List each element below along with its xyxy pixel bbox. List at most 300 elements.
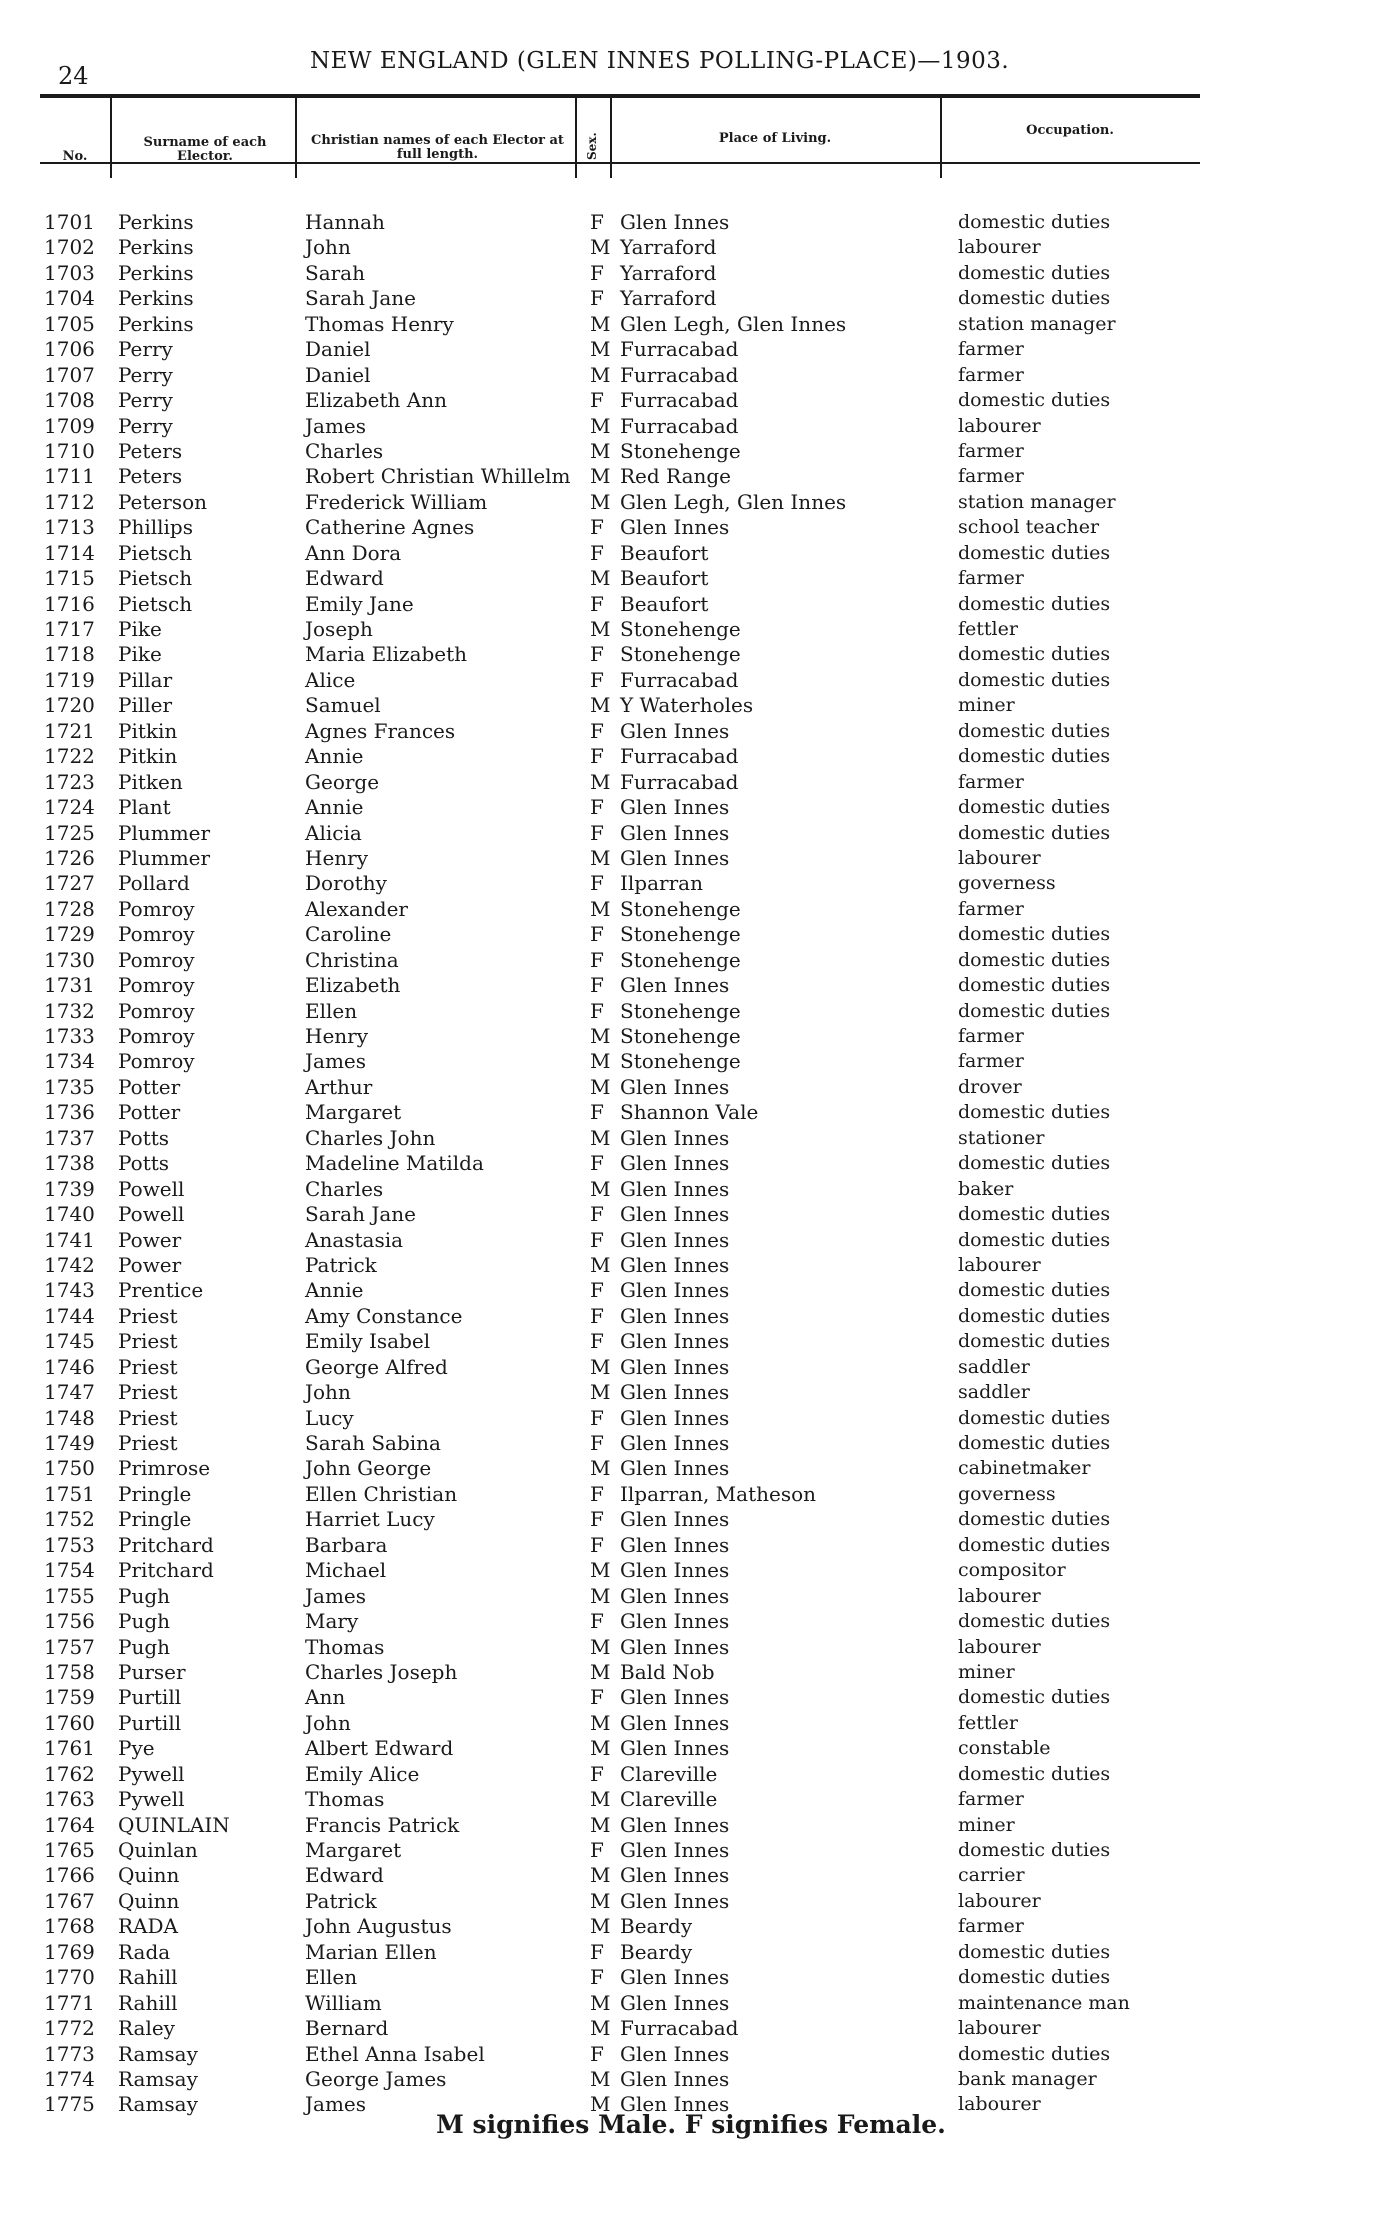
elector-occupation: compositor: [958, 1559, 1066, 1582]
elector-number: 1734: [44, 1049, 95, 1074]
elector-place: Beardy: [620, 1939, 693, 1964]
table-row: [0, 1711, 1382, 1736]
elector-occupation: domestic duties: [958, 541, 1111, 564]
elector-christian-names: Ann Dora: [305, 540, 402, 565]
table-row: [0, 821, 1382, 846]
elector-number: 1727: [44, 871, 95, 896]
elector-occupation: domestic duties: [958, 1610, 1111, 1633]
elector-place: Glen Innes: [620, 845, 730, 870]
elector-occupation: domestic duties: [958, 1279, 1111, 1302]
elector-number: 1719: [44, 667, 95, 692]
elector-sex: F: [590, 642, 604, 667]
elector-surname: Powell: [118, 1202, 185, 1227]
elector-surname: Pietsch: [118, 591, 193, 616]
elector-occupation: domestic duties: [958, 1940, 1111, 1963]
elector-place: Glen Innes: [620, 1176, 730, 1201]
table-row: [0, 897, 1382, 922]
elector-surname: Quinlan: [118, 1838, 198, 1862]
elector-surname: Pomroy: [118, 922, 195, 947]
table-row: [0, 1024, 1382, 1049]
elector-place: Glen Legh, Glen Innes: [620, 311, 847, 336]
elector-sex: F: [590, 718, 604, 743]
elector-sex: M: [590, 1125, 611, 1150]
elector-occupation: domestic duties: [958, 1533, 1111, 1556]
elector-surname: Quinn: [118, 1888, 180, 1913]
elector-number: 1744: [44, 1303, 95, 1328]
elector-sex: M: [590, 1659, 611, 1684]
elector-surname: Pitken: [118, 769, 183, 794]
elector-sex: F: [590, 744, 604, 769]
elector-surname: Rahill: [118, 1990, 178, 2015]
table-row: [0, 515, 1382, 540]
table-row: [0, 1940, 1382, 1965]
elector-sex: M: [590, 1583, 611, 1608]
column-divider: [940, 98, 942, 178]
table-row: [0, 1507, 1382, 1532]
elector-surname: Plummer: [118, 845, 211, 870]
elector-surname: Pietsch: [118, 540, 193, 565]
elector-number: 1718: [44, 642, 95, 667]
table-row: [0, 1965, 1382, 1990]
table-row: [0, 1635, 1382, 1660]
table-row: [0, 1609, 1382, 1634]
elector-surname: Perkins: [118, 235, 194, 260]
elector-number: 1772: [44, 2016, 95, 2041]
elector-sex: F: [590, 820, 604, 845]
header-surname: Surname of each Elector.: [143, 135, 267, 164]
elector-christian-names: Sarah: [305, 260, 365, 285]
elector-number: 1703: [44, 260, 95, 285]
elector-number: 1748: [44, 1405, 95, 1430]
elector-number: 1731: [44, 973, 95, 998]
elector-place: Glen Innes: [620, 1863, 730, 1888]
elector-christian-names: Amy Constance: [305, 1303, 463, 1328]
elector-number: 1708: [44, 388, 95, 413]
elector-surname: Pringle: [118, 1507, 192, 1532]
elector-place: Beaufort: [620, 566, 709, 591]
elector-number: 1738: [44, 1151, 95, 1176]
elector-sex: M: [590, 1914, 611, 1939]
elector-number: 1766: [44, 1863, 95, 1888]
elector-occupation: governess: [958, 1482, 1056, 1505]
elector-occupation: labourer: [958, 2017, 1041, 2040]
elector-surname: Pugh: [118, 1609, 171, 1634]
elector-surname: Perkins: [118, 286, 194, 311]
table-row: [0, 439, 1382, 464]
elector-occupation: carrier: [958, 1864, 1025, 1887]
elector-place: Beaufort: [620, 540, 709, 565]
table-row: [0, 592, 1382, 617]
elector-surname: Priest: [118, 1329, 178, 1354]
elector-sex: M: [590, 896, 611, 921]
elector-surname: Perkins: [118, 210, 194, 234]
table-row: [0, 1329, 1382, 1354]
elector-surname: Pomroy: [118, 998, 195, 1023]
elector-place: Furracabad: [620, 2016, 739, 2041]
elector-sex: M: [590, 235, 611, 260]
elector-christian-names: John George: [305, 1456, 432, 1481]
elector-place: Ilparran, Matheson: [620, 1481, 817, 1506]
column-divider: [295, 98, 297, 178]
elector-occupation: farmer: [958, 567, 1024, 590]
elector-sex: M: [590, 566, 611, 591]
table-row: [0, 642, 1382, 667]
elector-occupation: farmer: [958, 338, 1024, 361]
elector-christian-names: James: [305, 1583, 367, 1608]
elector-surname: Priest: [118, 1354, 178, 1379]
elector-sex: M: [590, 413, 611, 438]
elector-number: 1707: [44, 362, 95, 387]
elector-occupation: bank manager: [958, 2067, 1097, 2090]
column-divider: [575, 98, 577, 178]
elector-occupation: governess: [958, 872, 1056, 895]
elector-surname: Pomroy: [118, 896, 195, 921]
header-place: Place of Living.: [718, 131, 832, 146]
elector-christian-names: Edward: [305, 1863, 384, 1888]
elector-number: 1770: [44, 1965, 95, 1990]
elector-sex: F: [590, 1965, 604, 1990]
elector-place: Glen Innes: [620, 515, 730, 540]
table-row: [0, 1584, 1382, 1609]
elector-occupation: domestic duties: [958, 923, 1111, 946]
table-row: [0, 1355, 1382, 1380]
table-row: [0, 388, 1382, 413]
elector-surname: Pugh: [118, 1634, 171, 1659]
elector-christian-names: Ann: [305, 1685, 346, 1710]
elector-surname: Rahill: [118, 1965, 178, 1990]
elector-number: 1767: [44, 1888, 95, 1913]
elector-surname: Priest: [118, 1431, 178, 1455]
page-number: 24: [58, 62, 89, 90]
elector-number: 1754: [44, 1558, 95, 1583]
table-row: [0, 1762, 1382, 1787]
elector-number: 1712: [44, 489, 95, 514]
table-row: [0, 617, 1382, 642]
elector-place: Glen Innes: [620, 1634, 730, 1659]
elector-number: 1742: [44, 1252, 95, 1277]
table-row: [0, 1075, 1382, 1100]
table-row: [0, 1863, 1382, 1888]
elector-christian-names: Alice: [305, 667, 356, 692]
elector-occupation: station manager: [958, 490, 1116, 513]
elector-number: 1769: [44, 1939, 95, 1964]
elector-christian-names: William: [305, 1990, 382, 2015]
elector-number: 1735: [44, 1074, 95, 1099]
elector-sex: F: [590, 1278, 604, 1303]
elector-sex: F: [590, 1151, 604, 1176]
elector-surname: Perry: [118, 337, 173, 362]
elector-place: Glen Innes: [620, 1888, 730, 1913]
elector-sex: F: [590, 922, 604, 947]
elector-number: 1771: [44, 1990, 95, 2015]
elector-occupation: labourer: [958, 1889, 1041, 1912]
elector-occupation: fettler: [958, 618, 1018, 640]
elector-place: Beaufort: [620, 591, 709, 616]
elector-place: Glen Innes: [620, 1074, 730, 1099]
elector-christian-names: Lucy: [305, 1405, 354, 1430]
elector-surname: Pitkin: [118, 718, 178, 743]
elector-sex: M: [590, 1558, 611, 1583]
elector-christian-names: Agnes Frances: [305, 718, 456, 743]
elector-surname: Purtill: [118, 1685, 182, 1710]
elector-surname: Plummer: [118, 820, 211, 845]
elector-christian-names: Ellen Christian: [305, 1481, 458, 1506]
table-row: [0, 1991, 1382, 2016]
table-row: [0, 1151, 1382, 1176]
elector-number: 1773: [44, 2041, 95, 2066]
table-row: [0, 999, 1382, 1024]
elector-occupation: baker: [958, 1177, 1014, 1200]
elector-place: Glen Innes: [620, 2066, 730, 2091]
elector-place: Furracabad: [620, 667, 739, 692]
elector-occupation: labourer: [958, 236, 1041, 259]
elector-sex: F: [590, 540, 604, 565]
elector-occupation: domestic duties: [958, 1508, 1111, 1531]
elector-number: 1722: [44, 744, 95, 769]
table-row: [0, 337, 1382, 362]
elector-sex: M: [590, 1049, 611, 1074]
elector-christian-names: Elizabeth: [305, 973, 401, 998]
table-row: [0, 1228, 1382, 1253]
elector-occupation: labourer: [958, 414, 1041, 437]
elector-surname: Piller: [118, 693, 173, 718]
elector-number: 1702: [44, 235, 95, 260]
table-row: [0, 1431, 1382, 1456]
elector-sex: F: [590, 667, 604, 692]
elector-christian-names: Mary: [305, 1609, 359, 1634]
elector-occupation: fettler: [958, 1711, 1018, 1734]
elector-sex: F: [590, 286, 604, 311]
elector-occupation: maintenance man: [958, 1991, 1130, 2014]
elector-surname: Pike: [118, 617, 162, 641]
elector-surname: Quinn: [118, 1863, 180, 1888]
elector-place: Stonehenge: [620, 1049, 741, 1074]
elector-occupation: farmer: [958, 439, 1024, 462]
elector-christian-names: Daniel: [305, 337, 371, 362]
elector-surname: Ramsay: [118, 2066, 198, 2091]
elector-sex: M: [590, 1736, 611, 1761]
elector-surname: Powell: [118, 1176, 185, 1201]
elector-occupation: domestic duties: [958, 1330, 1111, 1353]
table-row: [0, 1253, 1382, 1278]
elector-sex: F: [590, 1329, 604, 1354]
elector-christian-names: Albert Edward: [305, 1736, 454, 1761]
table-row: [0, 1533, 1382, 1558]
column-divider: [610, 98, 612, 178]
elector-occupation: labourer: [958, 846, 1041, 869]
elector-surname: Ramsay: [118, 2092, 198, 2117]
elector-place: Glen Innes: [620, 1278, 730, 1303]
elector-sex: M: [590, 489, 611, 514]
elector-surname: Potter: [118, 1074, 181, 1099]
elector-christian-names: Samuel: [305, 693, 381, 718]
table-row: [0, 922, 1382, 947]
elector-occupation: domestic duties: [958, 261, 1111, 284]
elector-christian-names: Alicia: [305, 820, 362, 845]
elector-sex: M: [590, 769, 611, 794]
elector-surname: Perry: [118, 388, 173, 413]
elector-surname: Power: [118, 1227, 182, 1252]
elector-sex: F: [590, 1532, 604, 1557]
elector-sex: M: [590, 1456, 611, 1481]
elector-surname: Pomroy: [118, 947, 195, 972]
elector-surname: Primrose: [118, 1456, 211, 1481]
elector-sex: M: [590, 1787, 611, 1812]
elector-surname: Ramsay: [118, 2041, 198, 2066]
elector-sex: M: [590, 1176, 611, 1201]
table-row: [0, 1914, 1382, 1939]
elector-number: 1711: [44, 464, 95, 489]
elector-sex: F: [590, 973, 604, 998]
table-row: [0, 210, 1382, 235]
elector-occupation: domestic duties: [958, 999, 1111, 1022]
elector-occupation: domestic duties: [958, 643, 1111, 666]
elector-occupation: labourer: [958, 1584, 1041, 1607]
elector-occupation: miner: [958, 1660, 1015, 1683]
elector-number: 1756: [44, 1609, 95, 1634]
elector-number: 1729: [44, 922, 95, 947]
header-no: No.: [62, 149, 88, 164]
table-row: [0, 464, 1382, 489]
elector-christian-names: Henry: [305, 845, 369, 870]
elector-number: 1739: [44, 1176, 95, 1201]
elector-surname: Perry: [118, 362, 173, 387]
elector-place: Furracabad: [620, 769, 739, 794]
page-title: NEW ENGLAND (GLEN INNES POLLING-PLACE)—1903.: [310, 48, 1010, 74]
elector-sex: F: [590, 998, 604, 1023]
elector-number: 1709: [44, 413, 95, 438]
elector-surname: Pritchard: [118, 1532, 214, 1557]
elector-occupation: domestic duties: [958, 389, 1111, 412]
elector-place: Glen Innes: [620, 1965, 730, 1990]
elector-number: 1706: [44, 337, 95, 362]
elector-number: 1763: [44, 1787, 95, 1812]
elector-place: Glen Innes: [620, 1125, 730, 1150]
elector-place: Glen Innes: [620, 1609, 730, 1634]
table-row: [0, 1736, 1382, 1761]
elector-christian-names: Marian Ellen: [305, 1939, 437, 1964]
elector-christian-names: Annie: [305, 744, 364, 769]
elector-occupation: domestic duties: [958, 821, 1111, 844]
elector-sex: F: [590, 871, 604, 896]
elector-christian-names: Alexander: [305, 896, 408, 921]
elector-occupation: farmer: [958, 465, 1024, 488]
elector-surname: Pietsch: [118, 566, 193, 591]
elector-sex: F: [590, 260, 604, 285]
elector-sex: F: [590, 947, 604, 972]
elector-christian-names: James: [305, 1049, 367, 1074]
elector-number: 1745: [44, 1329, 95, 1354]
elector-occupation: domestic duties: [958, 948, 1111, 971]
elector-surname: Perkins: [118, 260, 194, 285]
table-row: [0, 541, 1382, 566]
elector-christian-names: Barbara: [305, 1532, 388, 1557]
table-row: [0, 846, 1382, 871]
elector-occupation: constable: [958, 1737, 1051, 1760]
table-row: [0, 1838, 1382, 1863]
elector-sex: M: [590, 1252, 611, 1277]
elector-sex: F: [590, 1609, 604, 1634]
elector-number: 1716: [44, 591, 95, 616]
table-row: [0, 1685, 1382, 1710]
table-row: [0, 1100, 1382, 1125]
elector-christian-names: Sarah Jane: [305, 1202, 417, 1227]
elector-place: Glen Innes: [620, 1405, 730, 1430]
elector-christian-names: Ellen: [305, 998, 358, 1023]
header-occupation: Occupation.: [1026, 123, 1114, 138]
elector-christian-names: Ethel Anna Isabel: [305, 2041, 485, 2066]
elector-number: 1764: [44, 1812, 95, 1837]
elector-place: Stonehenge: [620, 922, 741, 947]
table-row: [0, 719, 1382, 744]
elector-occupation: domestic duties: [958, 719, 1111, 742]
elector-place: Glen Innes: [620, 1431, 730, 1455]
elector-sex: M: [590, 1074, 611, 1099]
elector-christian-names: Madeline Matilda: [305, 1151, 484, 1176]
elector-place: Glen Innes: [620, 1456, 730, 1481]
elector-christian-names: James: [305, 413, 367, 438]
elector-number: 1713: [44, 515, 95, 540]
elector-christian-names: John: [305, 1710, 351, 1735]
elector-surname: Perkins: [118, 311, 194, 336]
table-row: [0, 1278, 1382, 1303]
elector-place: Glen Innes: [620, 1583, 730, 1608]
elector-occupation: station manager: [958, 312, 1116, 335]
elector-christian-names: Patrick: [305, 1252, 377, 1277]
elector-christian-names: Henry: [305, 1024, 369, 1048]
elector-number: 1728: [44, 896, 95, 921]
elector-sex: F: [590, 1227, 604, 1252]
table-row: [0, 973, 1382, 998]
elector-occupation: farmer: [958, 1025, 1024, 1047]
elector-sex: F: [590, 1838, 604, 1862]
elector-sex: F: [590, 1405, 604, 1430]
elector-occupation: domestic duties: [958, 796, 1111, 819]
elector-place: Stonehenge: [620, 1024, 741, 1048]
elector-occupation: labourer: [958, 1253, 1041, 1276]
elector-sex: F: [590, 1481, 604, 1506]
elector-christian-names: Anastasia: [305, 1227, 404, 1252]
elector-place: Glen Innes: [620, 2041, 730, 2066]
elector-number: 1752: [44, 1507, 95, 1532]
elector-place: Stonehenge: [620, 896, 741, 921]
elector-sex: M: [590, 1812, 611, 1837]
elector-christian-names: Joseph: [305, 617, 373, 641]
elector-occupation: domestic duties: [958, 974, 1111, 997]
elector-surname: Potts: [118, 1151, 170, 1176]
elector-sex: M: [590, 1990, 611, 2015]
elector-place: Glen Innes: [620, 1558, 730, 1583]
elector-occupation: farmer: [958, 1788, 1024, 1811]
elector-sex: M: [590, 438, 611, 463]
table-row: [0, 235, 1382, 260]
elector-number: 1732: [44, 998, 95, 1023]
elector-occupation: domestic duties: [958, 1406, 1111, 1429]
elector-sex: M: [590, 2016, 611, 2041]
elector-place: Stonehenge: [620, 642, 741, 667]
elector-occupation: saddler: [958, 1381, 1030, 1404]
elector-place: Glen Innes: [620, 795, 730, 820]
elector-sex: F: [590, 1685, 604, 1710]
elector-christian-names: Catherine Agnes: [305, 515, 475, 540]
table-row: [0, 2016, 1382, 2041]
elector-surname: Peterson: [118, 489, 208, 514]
elector-sex: M: [590, 1380, 611, 1405]
elector-sex: M: [590, 1024, 611, 1048]
elector-occupation: domestic duties: [958, 1839, 1111, 1861]
sex-legend: M signifies Male. F signifies Female.: [436, 2110, 946, 2139]
elector-sex: M: [590, 693, 611, 718]
